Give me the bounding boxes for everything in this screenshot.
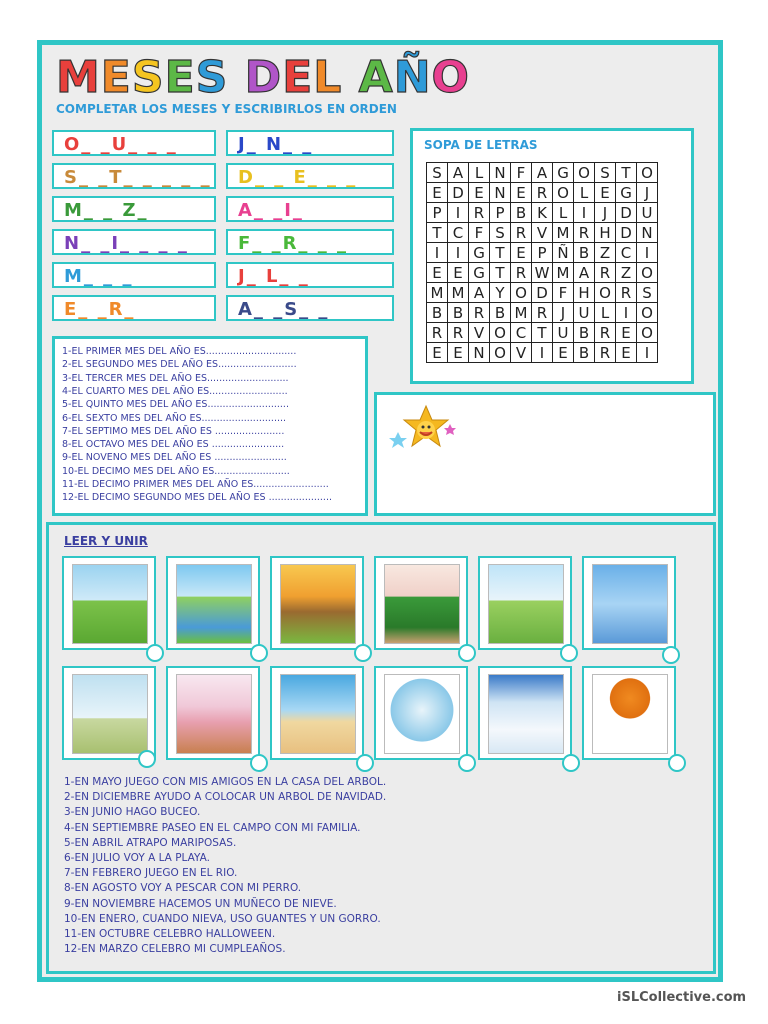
month-puzzle-box[interactable] [52,163,216,189]
grid-cell[interactable]: D [532,283,553,303]
grid-cell[interactable]: E [427,183,448,203]
grid-cell[interactable]: R [532,303,553,323]
grid-cell[interactable]: Z [595,243,616,263]
picture-tree-house [270,556,364,650]
title-letter: S [131,52,165,103]
month-puzzle-text: J_ N_ _ [238,134,314,155]
picture-beach [270,666,364,760]
title-letter: E [282,52,314,103]
title-letter: E [100,52,132,103]
grid-cell[interactable]: I [532,343,553,363]
picture-diving [582,556,676,650]
grid-cell[interactable]: A [532,163,553,183]
grid-cell[interactable]: M [553,263,574,283]
grid-cell[interactable]: C [511,323,532,343]
picture-halloween [582,666,676,760]
picture-christmas-tree [374,556,468,650]
sentence-line: 9-EN NOVIEMBRE HACEMOS UN MUÑECO DE NIEVE. [64,897,337,910]
sentence-line: 12-EN MARZO CELEBRO MI CUMPLEAÑOS. [64,943,286,956]
grid-cell[interactable]: K [532,203,553,223]
month-puzzle-text: A_ _I_ [238,200,304,221]
grid-cell[interactable]: D [616,203,637,223]
month-puzzle-box[interactable] [52,262,216,288]
grid-cell[interactable]: J [637,183,658,203]
word-search-grid [426,162,658,363]
grid-cell[interactable]: F [553,283,574,303]
grid-cell[interactable]: S [490,223,511,243]
grid-cell[interactable]: T [490,263,511,283]
grid-cell[interactable]: F [469,223,490,243]
grid-cell[interactable]: R [595,323,616,343]
match-dot[interactable] [560,644,578,662]
grid-cell[interactable]: F [511,163,532,183]
grid-cell[interactable]: R [616,283,637,303]
grid-cell[interactable]: L [574,183,595,203]
question-line: 7-EL SEPTIMO MES DEL AÑO ES ....................... [62,425,285,437]
grid-cell[interactable]: A [574,263,595,283]
question-line: 2-EL SEGUNDO MES DEL AÑO ES.......................... [62,359,297,371]
grid-cell[interactable]: H [595,223,616,243]
question-line: 1-EL PRIMER MES DEL AÑO ES.............................. [62,346,297,357]
grid-cell[interactable]: T [616,163,637,183]
match-section-title: LEER Y UNIR [64,534,148,548]
grid-cell[interactable]: J [553,303,574,323]
grid-cell[interactable]: I [448,243,469,263]
match-dot[interactable] [662,646,680,664]
grid-cell[interactable]: E [511,243,532,263]
grid-cell[interactable]: E [448,343,469,363]
grid-cell[interactable]: P [532,243,553,263]
sentence-line: 2-EN DICIEMBRE AYUDO A COLOCAR UN ARBOL DE NAVIDAD. [64,791,387,804]
grid-cell[interactable]: T [532,323,553,343]
sentence-line: 3-EN JUNIO HAGO BUCEO. [64,806,201,819]
grid-cell[interactable]: P [490,203,511,223]
month-puzzle-box[interactable] [226,262,394,288]
question-line: 8-EL OCTAVO MES DEL AÑO ES ........................ [62,439,285,451]
match-dot[interactable] [146,644,164,662]
grid-cell[interactable]: D [616,223,637,243]
grid-cell[interactable]: O [490,343,511,363]
grid-cell[interactable]: E [427,343,448,363]
picture-snowman [478,666,572,760]
word-search-title: SOPA DE LETRAS [424,138,538,152]
grid-cell[interactable]: L [553,203,574,223]
month-puzzle-box[interactable] [52,130,216,156]
grid-cell[interactable]: E [595,183,616,203]
title-letter: Ñ [393,52,432,103]
grid-cell[interactable]: C [448,223,469,243]
grid-cell[interactable]: G [553,163,574,183]
picture-fishing-dog [62,666,156,760]
grid-cell[interactable]: L [595,303,616,323]
grid-cell[interactable]: R [469,203,490,223]
grid-cell[interactable]: O [637,263,658,283]
grid-cell[interactable]: R [448,323,469,343]
grid-cell[interactable]: U [553,323,574,343]
sentence-line: 10-EN ENERO, CUANDO NIEVA, USO GUANTES Y UN GORRO. [64,912,381,925]
sentence-line: 8-EN AGOSTO VOY A PESCAR CON MI PERRO. [64,882,302,895]
grid-cell[interactable]: M [553,223,574,243]
grid-cell[interactable]: Ñ [553,243,574,263]
grid-cell[interactable]: R [511,223,532,243]
grid-cell[interactable]: N [490,163,511,183]
sentence-line: 11-EN OCTUBRE CELEBRO HALLOWEEN. [64,928,276,940]
grid-cell[interactable]: O [511,283,532,303]
sentence-line: 7-EN FEBRERO JUEGO EN EL RIO. [64,867,238,880]
subtitle: COMPLETAR LOS MESES Y ESCRIBIRLOS EN ORDEN [56,102,397,116]
match-dot[interactable] [562,754,580,772]
page-title [56,52,470,103]
grid-cell[interactable]: C [616,243,637,263]
sentence-line: 4-EN SEPTIEMBRE PASEO EN EL CAMPO CON MI FAMILIA. [64,821,361,834]
title-letter: E [164,52,196,103]
grid-cell[interactable]: E [511,183,532,203]
picture-river-play [166,556,260,650]
picture-winter-gloves [374,666,468,760]
title-letter [228,52,244,103]
grid-cell[interactable]: R [595,263,616,283]
grid-cell[interactable]: G [616,183,637,203]
month-puzzle-box[interactable] [226,295,394,321]
grid-cell[interactable]: A [448,163,469,183]
grid-cell[interactable]: N [469,343,490,363]
grid-cell[interactable]: H [574,283,595,303]
grid-cell[interactable]: S [595,163,616,183]
grid-cell[interactable]: D [448,183,469,203]
month-puzzle-text: E_ _R_ [64,299,136,320]
grid-cell[interactable]: N [637,223,658,243]
grid-cell[interactable]: E [469,183,490,203]
question-line: 9-EL NOVENO MES DEL AÑO ES ........................ [62,452,287,464]
grid-cell[interactable]: V [532,223,553,243]
question-line: 11-EL DECIMO PRIMER MES DEL AÑO ES......................... [62,479,329,490]
title-letter: O [431,52,470,103]
question-line: 5-EL QUINTO MES DEL AÑO ES........................... [62,399,289,411]
grid-cell[interactable]: B [574,323,595,343]
grid-cell[interactable]: R [427,323,448,343]
picture-butterflies [478,556,572,650]
grid-cell[interactable]: E [427,263,448,283]
question-line: 12-EL DECIMO SEGUNDO MES DEL AÑO ES ..................... [62,492,332,504]
grid-cell[interactable]: B [448,303,469,323]
grid-cell[interactable]: O [553,183,574,203]
month-puzzle-box[interactable] [52,295,216,321]
match-dot[interactable] [668,754,686,772]
grid-cell[interactable]: U [574,303,595,323]
grid-cell[interactable]: B [511,203,532,223]
grid-cell[interactable]: R [595,343,616,363]
sentence-line: 6-EN JULIO VOY A LA PLAYA. [64,852,210,864]
month-puzzle-box[interactable] [226,163,394,189]
grid-cell[interactable]: L [469,163,490,183]
question-line: 4-EL CUARTO MES DEL AÑO ES.......................... [62,385,288,397]
grid-cell[interactable]: R [532,183,553,203]
grid-cell[interactable]: M [448,283,469,303]
grid-cell[interactable]: S [427,163,448,183]
picture-birthday [166,666,260,760]
question-line: 10-EL DECIMO MES DEL AÑO ES......................... [62,465,290,477]
question-line: 6-EL SEXTO MES DEL AÑO ES............................ [62,412,287,424]
grid-cell[interactable]: M [511,303,532,323]
grid-cell[interactable]: V [511,343,532,363]
grid-cell[interactable]: R [511,263,532,283]
grid-cell[interactable]: B [490,303,511,323]
grid-cell[interactable]: G [469,243,490,263]
month-puzzle-text: M_ _ _ [64,266,134,287]
grid-cell[interactable]: O [574,163,595,183]
month-puzzle-text: M_ _ Z_ [64,200,149,221]
match-dot[interactable] [250,754,268,772]
grid-cell[interactable]: R [574,223,595,243]
question-line: 3-EL TERCER MES DEL AÑO ES........................... [62,372,289,384]
title-letter: A [358,52,394,103]
grid-cell[interactable]: Z [616,263,637,283]
grid-cell[interactable]: R [469,303,490,323]
grid-cell[interactable]: U [637,203,658,223]
grid-cell[interactable]: I [616,303,637,323]
title-letter: L [313,52,343,103]
match-dot[interactable] [356,754,374,772]
grid-cell[interactable]: G [469,263,490,283]
month-puzzle-box[interactable] [52,196,216,222]
grid-cell[interactable]: B [427,303,448,323]
month-puzzle-text: D_ _ E_ _ _ [238,167,358,188]
grid-cell[interactable]: E [448,263,469,283]
grid-cell[interactable]: T [427,223,448,243]
month-puzzle-text: N_ _I_ _ _ _ [64,233,189,254]
grid-cell[interactable]: I [637,243,658,263]
grid-cell[interactable]: T [490,243,511,263]
match-dot[interactable] [250,644,268,662]
grid-cell[interactable]: Y [490,283,511,303]
grid-cell[interactable]: O [637,323,658,343]
grid-cell[interactable]: E [616,323,637,343]
month-puzzle-text: F_ _R_ _ _ [238,233,348,254]
month-puzzle-box[interactable] [226,196,394,222]
grid-cell[interactable]: E [553,343,574,363]
grid-cell[interactable]: I [448,203,469,223]
grid-cell[interactable]: I [574,203,595,223]
month-puzzle-text: S_ _T_ _ _ _ _ [64,167,212,188]
sentence-line: 1-EN MAYO JUEGO CON MIS AMIGOS EN LA CASA DEL ARBOL. [64,776,387,788]
title-letter: M [56,52,101,103]
grid-cell[interactable]: B [574,243,595,263]
title-letter: D [244,52,283,103]
grid-cell[interactable]: A [469,283,490,303]
month-puzzle-box[interactable] [226,130,394,156]
match-dot[interactable] [354,644,372,662]
match-dot[interactable] [458,754,476,772]
month-puzzle-text: J_ L_ _ [238,266,310,287]
picture-rainbow-family [62,556,156,650]
grid-cell[interactable]: I [427,243,448,263]
grid-cell[interactable]: B [574,343,595,363]
match-dot[interactable] [138,750,156,768]
grid-cell[interactable]: O [637,163,658,183]
match-dot[interactable] [458,644,476,662]
month-puzzle-box[interactable] [226,229,394,255]
grid-cell[interactable]: O [490,323,511,343]
grid-cell[interactable]: W [532,263,553,283]
grid-cell[interactable]: V [469,323,490,343]
grid-cell[interactable]: M [427,283,448,303]
grid-cell[interactable]: O [595,283,616,303]
month-puzzle-box[interactable] [52,229,216,255]
smiling-star-icon [388,404,458,452]
grid-cell[interactable]: I [637,343,658,363]
month-puzzle-text: O_ _U_ _ _ [64,134,178,155]
grid-cell[interactable]: N [490,183,511,203]
grid-cell[interactable]: P [427,203,448,223]
grid-cell[interactable]: O [637,303,658,323]
grid-cell[interactable]: J [595,203,616,223]
sentence-line: 5-EN ABRIL ATRAPO MARIPOSAS. [64,836,237,849]
grid-cell[interactable]: S [637,283,658,303]
grid-cell[interactable]: E [616,343,637,363]
title-letter: S [195,52,229,103]
footer-brand: iSLCollective.com [617,990,747,1005]
title-letter [342,52,358,103]
month-puzzle-text: A_ _S_ _ [238,299,330,320]
